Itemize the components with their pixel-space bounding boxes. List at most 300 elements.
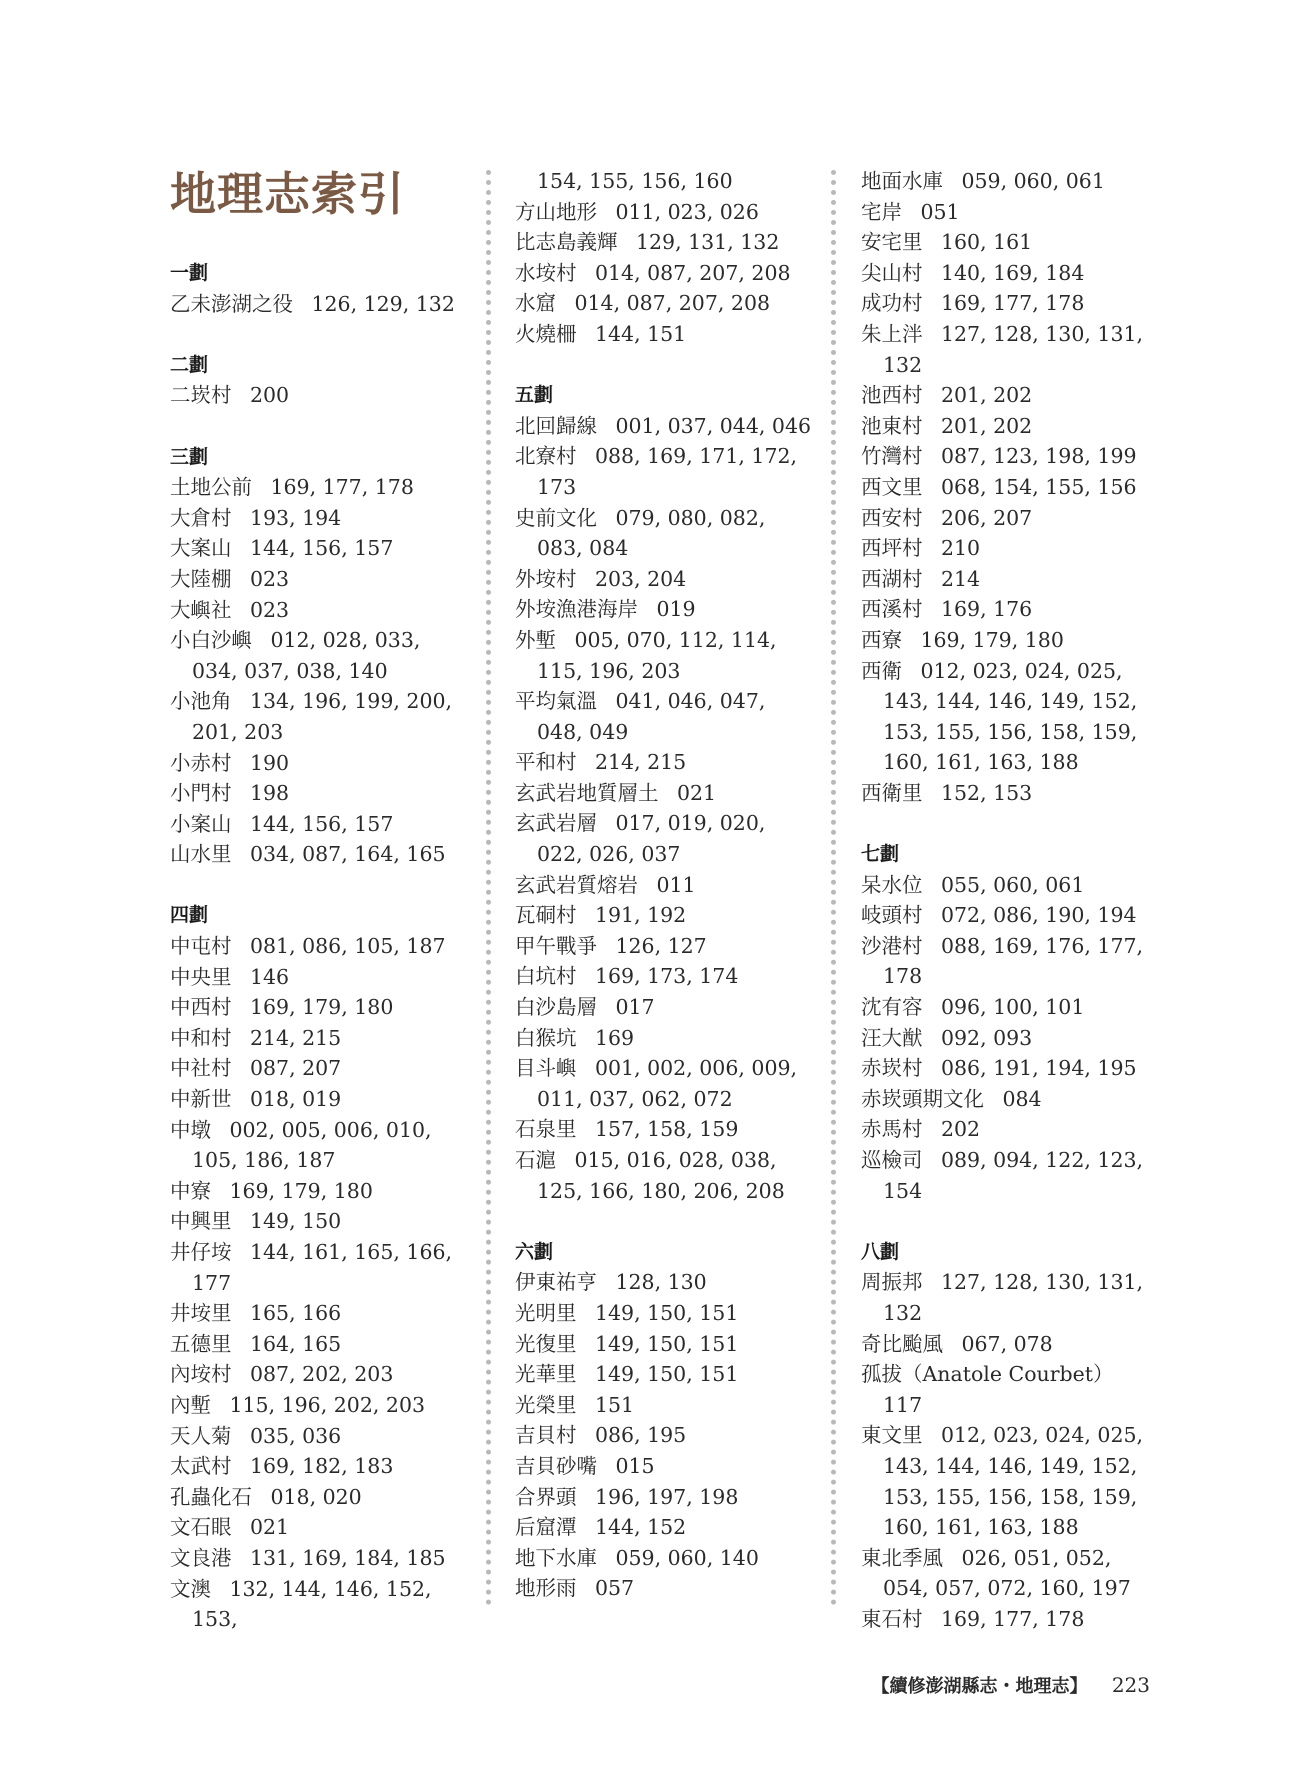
index-entry	[515, 1145, 815, 1206]
index-term: 西安村	[861, 505, 923, 530]
index-entry	[170, 1482, 470, 1513]
section-gap	[861, 808, 1161, 839]
page-references: 087, 207	[249, 1056, 342, 1081]
index-term: 中興里	[170, 1209, 232, 1234]
index-entry	[515, 747, 815, 778]
index-term: 白沙島層	[515, 995, 597, 1020]
section-gap	[170, 411, 470, 442]
index-term: 中央里	[170, 964, 232, 989]
page-references: 018, 019	[249, 1087, 342, 1112]
index-entry	[515, 411, 815, 442]
index-term: 井仔垵	[170, 1240, 232, 1264]
index-term: 呆水位	[861, 872, 923, 897]
index-term: 瓦硐村	[515, 903, 577, 928]
page-references: 001, 037, 044, 046	[615, 413, 812, 438]
index-entry	[515, 197, 815, 228]
page-references: 023	[249, 566, 290, 591]
index-term: 大倉村	[170, 505, 232, 530]
index-term: 孤拔（Anatole Courbet）	[861, 1362, 1114, 1387]
index-entry	[515, 594, 815, 625]
page-references: 021	[249, 1515, 290, 1540]
index-entry	[515, 1482, 815, 1513]
page-references: 012, 023, 024, 025, 143, 144, 146, 149, 152, 153, 155, 156, 158, 159, 160, 161, 163, 188	[883, 1423, 1144, 1540]
index-entry	[515, 1023, 815, 1054]
index-term: 中寮	[170, 1178, 211, 1203]
index-entry	[515, 503, 815, 564]
index-term: 尖山村	[861, 260, 923, 285]
index-entry	[861, 258, 1161, 289]
page-references: 002, 005, 006, 010, 105, 186, 187	[192, 1117, 432, 1173]
index-entry	[515, 441, 815, 502]
column-divider	[486, 170, 491, 1606]
page-references: 087, 123, 198, 199	[940, 444, 1137, 469]
page-references: 191, 192	[594, 903, 687, 928]
page-references: 005, 070, 112, 114, 115, 196, 203	[537, 627, 777, 683]
page-references: 084	[1002, 1086, 1042, 1111]
index-term: 奇比颱風	[861, 1331, 943, 1356]
page-references: 201, 202	[940, 413, 1033, 438]
index-entry	[170, 1206, 470, 1237]
index-entry	[861, 166, 1161, 197]
index-term: 西文里	[861, 474, 923, 499]
index-term: 光華里	[515, 1362, 577, 1387]
index-entry	[861, 870, 1161, 901]
page-references: 214, 215	[594, 750, 687, 775]
index-entry	[515, 319, 815, 350]
index-term: 比志島義輝	[515, 230, 618, 255]
index-term: 周振邦	[861, 1270, 923, 1295]
index-term: 成功村	[861, 291, 923, 316]
index-term: 光復里	[515, 1331, 577, 1356]
page-references: 146	[249, 964, 290, 989]
stroke-count-heading: 一劃	[170, 262, 209, 284]
index-entry	[170, 1115, 470, 1176]
index-term: 小池角	[170, 689, 232, 714]
index-entry	[170, 962, 470, 993]
index-term: 中新世	[170, 1087, 232, 1112]
index-entry	[861, 1543, 1161, 1604]
index-term: 白猴坑	[515, 1025, 577, 1050]
page-number: 223	[1111, 1673, 1150, 1697]
page-references: 149, 150, 151	[594, 1300, 739, 1325]
index-term: 白坑村	[515, 964, 577, 989]
index-term: 玄武岩質熔岩	[515, 872, 638, 897]
page-references: 169, 176	[940, 597, 1033, 622]
index-entry	[861, 1420, 1161, 1542]
index-entry	[861, 319, 1161, 380]
index-term: 沙港村	[861, 933, 923, 958]
page-references: 015, 016, 028, 038, 125, 166, 180, 206, 208	[537, 1148, 785, 1203]
page-references: 001, 002, 006, 009, 011, 037, 062, 072	[537, 1056, 798, 1111]
page-references: 214	[940, 566, 981, 591]
section-gap	[170, 870, 470, 901]
page-references: 055, 060, 061	[940, 872, 1085, 897]
page-references: 144, 151	[594, 321, 687, 346]
index-entry	[861, 656, 1161, 778]
index-entry	[170, 839, 470, 870]
index-entry	[515, 686, 815, 747]
index-entry	[170, 931, 470, 962]
index-entry	[170, 564, 470, 595]
index-term: 西溪村	[861, 597, 923, 622]
page-references: 051	[920, 199, 960, 224]
page-references: 144, 161, 165, 166, 177	[192, 1240, 453, 1295]
index-term: 小赤村	[170, 750, 232, 775]
index-entry	[170, 686, 470, 747]
page-references: 014, 087, 207, 208	[594, 260, 791, 285]
index-term: 竹灣村	[861, 444, 923, 469]
index-entry	[515, 1573, 815, 1604]
column-divider	[831, 170, 836, 1606]
index-term: 朱上泮	[861, 321, 923, 346]
page-references: 169, 179, 180	[249, 995, 394, 1020]
page-references: 202	[940, 1117, 981, 1142]
page-references: 149, 150, 151	[594, 1362, 739, 1387]
index-entry	[515, 1512, 815, 1543]
page-references: 011, 023, 026	[615, 199, 759, 224]
index-term: 火燒柵	[515, 321, 577, 346]
page-references: 164, 165	[249, 1331, 342, 1356]
index-entry	[170, 380, 470, 411]
stroke-count-heading: 八劃	[861, 1240, 900, 1263]
index-term: 西寮	[861, 627, 902, 652]
section-gap	[861, 1206, 1161, 1237]
index-entry	[515, 1114, 815, 1145]
index-entry	[515, 1390, 815, 1421]
page-references: 169	[594, 1025, 635, 1050]
index-term: 中墩	[170, 1117, 211, 1142]
index-term: 地面水庫	[861, 169, 943, 193]
page-references: 015	[615, 1453, 655, 1478]
index-term: 合界頭	[515, 1484, 577, 1509]
index-term: 大嶼社	[170, 597, 232, 622]
page-references: 115, 196, 202, 203	[229, 1392, 426, 1417]
index-term: 二崁村	[170, 383, 232, 408]
index-entry	[515, 1329, 815, 1360]
page-references: 079, 080, 082, 083, 084	[537, 505, 766, 561]
index-entry	[861, 1359, 1161, 1420]
index-entry	[170, 1421, 470, 1452]
index-entry	[861, 778, 1161, 809]
section-gap	[170, 319, 470, 350]
index-entry	[861, 931, 1161, 992]
index-column-2	[515, 166, 815, 1604]
stroke-count-heading: 二劃	[170, 353, 209, 376]
index-entry	[170, 289, 470, 320]
index-term: 東文里	[861, 1423, 923, 1448]
page-references: 057	[594, 1576, 635, 1601]
page-references: 021	[676, 780, 717, 805]
page-footer	[871, 1672, 1150, 1698]
index-entry	[861, 594, 1161, 625]
index-entry	[170, 1176, 470, 1207]
page-references: 089, 094, 122, 123, 154	[883, 1148, 1144, 1203]
page-references: 210	[940, 536, 981, 561]
index-term: 中和村	[170, 1025, 232, 1050]
page-references: 127, 128, 130, 131, 132	[883, 1270, 1144, 1325]
index-entry	[861, 1267, 1161, 1328]
index-entry	[170, 503, 470, 534]
index-term: 土地公前	[170, 475, 252, 500]
index-term: 山水里	[170, 842, 232, 867]
index-term: 小案山	[170, 811, 232, 836]
index-term: 內塹	[170, 1392, 211, 1417]
index-entry	[515, 1359, 815, 1390]
page-references: 200	[249, 383, 290, 408]
index-term: 文良港	[170, 1545, 232, 1570]
index-term: 岐頭村	[861, 903, 923, 928]
index-entry	[861, 380, 1161, 411]
stroke-count-heading: 五劃	[515, 384, 554, 407]
index-entry	[515, 870, 815, 901]
index-column-1	[170, 258, 470, 1635]
page-references: 017, 019, 020, 022, 026, 037	[537, 811, 766, 867]
index-term: 安宅里	[861, 230, 923, 255]
book-title: 【續修澎湖縣志・地理志】	[871, 1676, 1088, 1697]
index-term: 赤馬村	[861, 1117, 923, 1142]
page-references: 059, 060, 061	[961, 169, 1105, 193]
index-term: 巡檢司	[861, 1148, 923, 1172]
index-term: 地形雨	[515, 1576, 577, 1601]
index-term: 北寮村	[515, 444, 577, 469]
page-references: 023	[249, 597, 290, 622]
page-references: 086, 195	[594, 1423, 687, 1448]
page-references: 196, 197, 198	[594, 1484, 739, 1509]
page-references: 134, 196, 199, 200, 201, 203	[192, 689, 453, 744]
index-term: 玄武岩地質層土	[515, 780, 659, 805]
index-entry	[515, 1053, 815, 1114]
index-entry	[861, 503, 1161, 534]
page-references: 092, 093	[940, 1025, 1033, 1050]
index-entry	[861, 197, 1161, 228]
index-term: 水窟	[515, 291, 556, 316]
index-entry	[861, 1145, 1161, 1206]
page-references: 096, 100, 101	[940, 995, 1085, 1020]
index-entry	[170, 1023, 470, 1054]
index-entry	[515, 288, 815, 319]
index-term: 大案山	[170, 536, 232, 561]
index-entry	[515, 992, 815, 1023]
index-entry	[170, 1451, 470, 1482]
index-term: 西衛	[861, 658, 902, 683]
index-entry	[861, 441, 1161, 472]
page-references: 117	[883, 1392, 923, 1417]
index-entry	[170, 1512, 470, 1543]
index-term: 地下水庫	[515, 1545, 597, 1570]
index-entry	[861, 1023, 1161, 1054]
index-entry	[861, 411, 1161, 442]
page-references: 169, 177, 178	[940, 291, 1085, 316]
index-entry	[170, 1237, 470, 1298]
index-term: 大陸棚	[170, 566, 232, 591]
page-references: 131, 169, 184, 185	[249, 1545, 446, 1570]
index-entry	[170, 1574, 470, 1635]
index-term: 玄武岩層	[515, 811, 597, 836]
stroke-count-heading: 三劃	[170, 445, 209, 468]
page-references: 214, 215	[249, 1025, 342, 1050]
index-term: 沈有容	[861, 995, 923, 1020]
page-references: 034, 087, 164, 165	[249, 842, 446, 867]
page-references: 088, 169, 171, 172, 173	[537, 444, 798, 499]
page-references: 035, 036	[249, 1423, 342, 1448]
index-entry	[515, 778, 815, 809]
index-entry	[861, 1329, 1161, 1360]
index-term: 伊東祐亨	[515, 1270, 597, 1295]
page-references: 017	[615, 995, 655, 1020]
index-column-3	[861, 166, 1161, 1635]
page-references: 018, 020	[270, 1484, 362, 1509]
index-term: 石泉里	[515, 1117, 577, 1142]
page-references: 151	[594, 1392, 635, 1417]
page-references: 126, 127	[615, 933, 707, 958]
page-references: 126, 129, 132	[311, 291, 455, 316]
index-term: 文石眼	[170, 1515, 232, 1540]
index-entry	[170, 1390, 470, 1421]
index-entry	[170, 533, 470, 564]
index-term: 平和村	[515, 750, 577, 775]
page-references: 169, 182, 183	[249, 1454, 394, 1479]
index-term: 內垵村	[170, 1362, 232, 1387]
index-entry	[515, 166, 815, 197]
index-entry	[515, 1298, 815, 1329]
index-entry	[515, 258, 815, 289]
index-term: 方山地形	[515, 199, 597, 224]
index-entry	[861, 900, 1161, 931]
page-references: 203, 204	[594, 566, 687, 591]
index-entry	[170, 1359, 470, 1390]
page-references: 201, 202	[940, 383, 1033, 408]
section-gap	[515, 1206, 815, 1237]
index-entry	[861, 564, 1161, 595]
page-references: 160, 161	[940, 230, 1033, 255]
index-entry	[170, 625, 470, 686]
page-references: 169, 177, 178	[940, 1606, 1085, 1631]
index-entry	[170, 748, 470, 779]
index-entry	[170, 1084, 470, 1115]
index-entry	[861, 1084, 1161, 1115]
page-references: 169, 179, 180	[920, 627, 1064, 652]
index-entry	[861, 472, 1161, 503]
page-references: 128, 130	[615, 1270, 707, 1295]
index-term: 西坪村	[861, 536, 923, 561]
stroke-count-heading: 六劃	[515, 1240, 554, 1263]
index-term: 赤崁村	[861, 1056, 923, 1081]
index-entry	[170, 1329, 470, 1360]
index-term: 中西村	[170, 995, 232, 1020]
index-term: 東北季風	[861, 1545, 943, 1570]
page-references: 169, 179, 180	[229, 1178, 373, 1203]
index-entry	[170, 1053, 470, 1084]
page-title: 地理志索引	[170, 167, 405, 221]
index-entry	[515, 900, 815, 931]
index-term: 東石村	[861, 1606, 923, 1631]
page-references: 068, 154, 155, 156	[940, 474, 1137, 499]
page-references: 157, 158, 159	[594, 1117, 739, 1142]
page-references: 019	[656, 597, 696, 622]
index-term: 吉貝砂嘴	[515, 1453, 597, 1478]
index-term: 中社村	[170, 1056, 232, 1081]
index-term: 史前文化	[515, 505, 597, 530]
index-entry	[861, 533, 1161, 564]
page-references: 129, 131, 132	[635, 230, 780, 255]
index-term: 光明里	[515, 1300, 577, 1325]
index-entry	[170, 778, 470, 809]
page-references: 087, 202, 203	[249, 1362, 394, 1387]
index-entry	[515, 227, 815, 258]
page-references: 132, 144, 146, 152, 153,	[192, 1576, 432, 1632]
index-term: 石滬	[515, 1148, 556, 1172]
page-references: 127, 128, 130, 131, 132	[883, 321, 1144, 377]
page-references: 011	[656, 872, 696, 897]
index-term: 甲午戰爭	[515, 933, 597, 958]
index-term: 乙未澎湖之役	[170, 291, 293, 316]
index-entry	[170, 809, 470, 840]
index-entry	[515, 961, 815, 992]
page-references: 169, 173, 174	[594, 964, 739, 989]
index-entry	[515, 1451, 815, 1482]
index-entry	[515, 931, 815, 962]
index-term: 孔蟲化石	[170, 1484, 252, 1509]
index-entry	[515, 625, 815, 686]
page-references: 041, 046, 047, 048, 049	[537, 689, 766, 744]
index-entry	[861, 625, 1161, 656]
index-term: 外塹	[515, 627, 556, 652]
index-entry	[170, 472, 470, 503]
page-references: 140, 169, 184	[940, 260, 1085, 285]
index-term: 吉貝村	[515, 1423, 577, 1448]
page-references: 149, 150	[249, 1209, 342, 1234]
page-references: 152, 153	[940, 780, 1033, 805]
index-term: 目斗嶼	[515, 1056, 577, 1081]
index-entry	[515, 564, 815, 595]
page-references: 165, 166	[249, 1301, 342, 1326]
index-entry	[170, 992, 470, 1023]
index-term: 后窟潭	[515, 1515, 577, 1540]
index-term: 北回歸線	[515, 413, 597, 438]
index-term: 天人菊	[170, 1423, 232, 1448]
index-term: 西衛里	[861, 780, 923, 805]
page-references: 198	[249, 781, 290, 806]
index-term: 光榮里	[515, 1392, 577, 1417]
index-term: 外垵漁港海岸	[515, 597, 638, 622]
page-references: 190	[249, 750, 290, 775]
index-term: 小門村	[170, 781, 232, 806]
index-term: 小白沙嶼	[170, 628, 252, 653]
page-references: 067, 078	[961, 1331, 1053, 1356]
index-entry	[170, 1543, 470, 1574]
index-term: 西湖村	[861, 566, 923, 591]
index-entry	[170, 595, 470, 626]
stroke-count-heading: 七劃	[861, 843, 900, 866]
index-term: 赤崁頭期文化	[861, 1086, 984, 1111]
page-references: 144, 152	[594, 1515, 687, 1540]
page-references: 088, 169, 176, 177, 178	[883, 933, 1144, 989]
index-term: 水垵村	[515, 260, 577, 285]
index-term: 中屯村	[170, 934, 232, 959]
index-entry	[170, 1298, 470, 1329]
index-entry	[861, 227, 1161, 258]
page-references: 144, 156, 157	[249, 536, 394, 561]
page-references: 206, 207	[940, 505, 1033, 530]
page-references: 072, 086, 190, 194	[940, 903, 1137, 928]
page-references: 149, 150, 151	[594, 1331, 739, 1356]
page-references: 026, 051, 052, 054, 057, 072, 160, 197	[883, 1545, 1131, 1601]
index-entry	[861, 1604, 1161, 1635]
index-entry	[515, 1267, 815, 1298]
index-entry	[861, 992, 1161, 1023]
stroke-count-heading: 四劃	[170, 904, 209, 927]
index-entry	[861, 1053, 1161, 1084]
